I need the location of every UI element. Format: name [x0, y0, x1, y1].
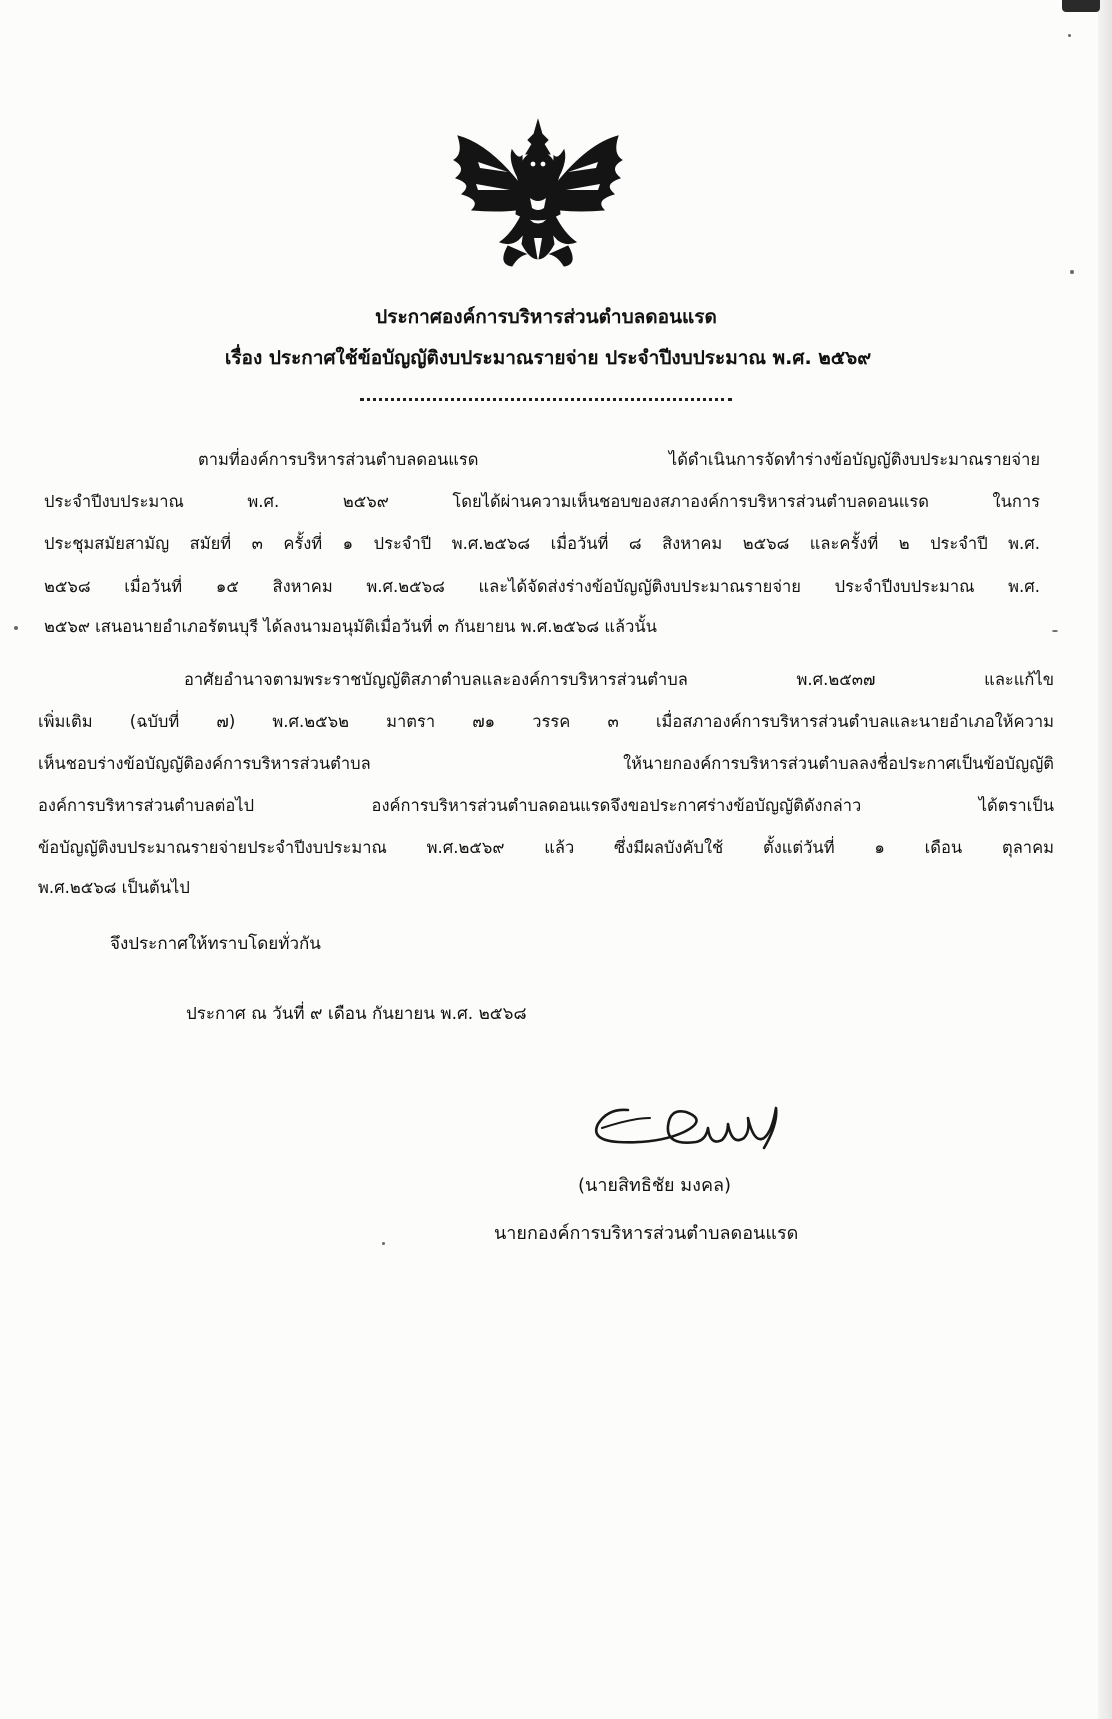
paragraph-1-line: ๒๕๖๘ เมื่อวันที่ ๑๕ สิงหาคม พ.ศ.๒๕๖๘ และได้จัดส่งร่างข้อบัญญัติงบประมาณรายจ่าย ประจำปีงบประมาณ พ.ศ. [44, 577, 1040, 596]
closing-text: จึงประกาศให้ทราบโดยทั่วกัน [110, 934, 321, 954]
paragraph-2-line: ข้อบัญญัติงบประมาณรายจ่ายประจำปีงบประมาณ พ.ศ.๒๕๖๙ แล้ว ซึ่งมีผลบังคับใช้ ตั้งแต่วันที่ ๑ เดือน ตุลาคม [38, 838, 1054, 857]
page-edge-shadow [1098, 0, 1112, 1719]
paragraph-1-line: ๒๕๖๙ เสนอนายอำเภอรัตนบุรี ได้ลงนามอนุมัติเมื่อวันที่ ๓ กันยายน พ.ศ.๒๕๖๘ แล้วนั้น [44, 617, 657, 636]
paragraph-2-line: เห็นชอบร่างข้อบัญญัติองค์การบริหารส่วนตำบล ให้นายกองค์การบริหารส่วนตำบลลงชื่อประกาศเป็นข้อบัญญัติ [38, 754, 1054, 773]
signature-icon [588, 1088, 788, 1168]
announcement-heading: ประกาศองค์การบริหารส่วนตำบลดอนแรด [375, 306, 717, 328]
signer-title: นายกองค์การบริหารส่วนตำบลดอนแรด [494, 1223, 799, 1244]
paragraph-2-line: องค์การบริหารส่วนตำบลต่อไป องค์การบริหารส่วนตำบลดอนแรดจึงขอประกาศร่างข้อบัญญัติดังกล่าว ได้ตราเป็น [38, 796, 1054, 815]
scan-speck [1068, 34, 1071, 37]
date-line: ประกาศ ณ วันที่ ๙ เดือน กันยายน พ.ศ. ๒๕๖๘ [186, 1004, 527, 1024]
scan-speck [1052, 630, 1058, 632]
paragraph-2-line: อาศัยอำนาจตามพระราชบัญญัติสภาตำบลและองค์การบริหารส่วนตำบล พ.ศ.๒๕๓๗ และแก้ไข [184, 670, 1054, 689]
paragraph-1-line: ประจำปีงบประมาณ พ.ศ. ๒๕๖๙ โดยได้ผ่านความเห็นชอบของสภาองค์การบริหารส่วนตำบลดอนแรด ในการ [44, 492, 1040, 511]
paragraph-1-line: ประชุมสมัยสามัญ สมัยที่ ๓ ครั้งที่ ๑ ประจำปี พ.ศ.๒๕๖๘ เมื่อวันที่ ๘ สิงหาคม ๒๕๖๘ และครั้งที่ ๒ ประจำปี พ.ศ. [44, 534, 1040, 553]
signer-name: (นายสิทธิชัย มงคล) [578, 1175, 732, 1196]
announcement-subject: เรื่อง ประกาศใช้ข้อบัญญัติงบประมาณรายจ่าย ประจำปีงบประมาณ พ.ศ. ๒๕๖๙ [224, 347, 872, 369]
corner-mark [1062, 0, 1100, 12]
heading-divider [360, 398, 732, 401]
paragraph-1-line: ตามที่องค์การบริหารส่วนตำบลดอนแรด ได้ดำเนินการจัดทำร่างข้อบัญญัติงบประมาณรายจ่าย [198, 450, 1040, 469]
garuda-emblem-icon [438, 114, 638, 279]
scan-speck [14, 626, 18, 630]
paragraph-2-line: เพิ่มเติม (ฉบับที่ ๗) พ.ศ.๒๕๖๒ มาตรา ๗๑ วรรค ๓ เมื่อสภาองค์การบริหารส่วนตำบลและนายอำเภอให้ความ [38, 712, 1054, 731]
paragraph-2-line: พ.ศ.๒๕๖๘ เป็นต้นไป [38, 878, 190, 897]
scan-speck [382, 1242, 385, 1245]
scan-speck [1070, 270, 1074, 274]
